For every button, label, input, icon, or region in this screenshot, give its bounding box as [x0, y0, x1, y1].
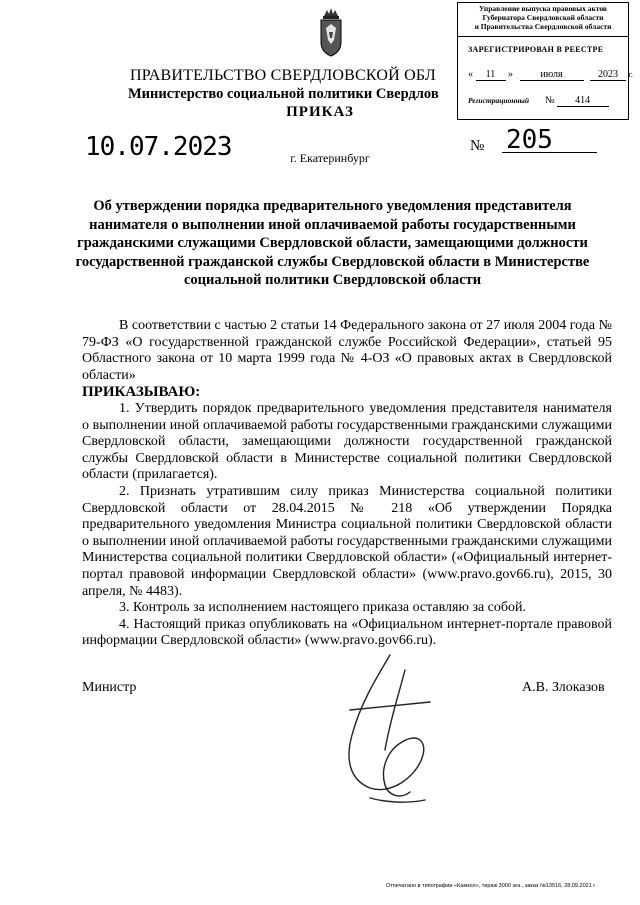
stamp-header-line: Управление выпуска правовых актов — [479, 4, 607, 13]
order-item: 1. Утвердить порядок предварительного уведомления представителя нанимателя о выполнении иной оплачиваемой работы государственными гражданскими служащими Свердловской области, замещающими должности государственной гражданской службы Свердловской области в Министерстве социальной политики Свердловской области (прилагается). — [82, 400, 612, 483]
ministry-title: Министерство социальной политики Свердлов — [128, 86, 439, 102]
stamp-month: июля — [520, 69, 584, 81]
order-word: ПРИКАЗЫВАЮ: — [82, 384, 201, 401]
registration-stamp — [457, 2, 633, 120]
order-item: 4. Настоящий приказ опубликовать на «Официальном интернет-портале правовой информации Свердловской области» (www.pravo.gov66.ru). — [82, 616, 612, 649]
stamp-day: 11 — [476, 69, 506, 81]
coat-of-arms-icon — [318, 6, 344, 58]
number-sign: № — [470, 138, 485, 154]
order-item: 3. Контроль за исполнением настоящего приказа оставляю за собой. — [119, 600, 527, 616]
signer-name: А.В. Злоказов — [522, 680, 605, 695]
stamp-quote-close: » — [508, 69, 513, 80]
document-title: Об утверждении порядка предварительного уведомления представителя нанимателя о выполнении иной оплачиваемой работы государственными гражданскими служащими Свердловской области, замещающими должности государственной гражданской службы Свердловской области в Министерстве социальной политики Свердловской области — [75, 198, 590, 288]
government-title: ПРАВИТЕЛЬСТВО СВЕРДЛОВСКОЙ ОБЛ — [130, 67, 436, 84]
order-date: 10.07.2023 — [85, 132, 232, 162]
stamp-quote-open: « — [468, 69, 473, 80]
stamp-header-line: Губернатора Свердловской области — [482, 13, 604, 22]
stamp-header — [458, 3, 628, 31]
document-body — [82, 318, 612, 650]
stamp-header-line: и Правительства Свердловской области — [474, 22, 612, 31]
stamp-number-value: 414 — [557, 95, 609, 107]
stamp-divider — [458, 36, 628, 37]
print-footer: Отпечатано в типографии «Камзол», тираж 3000 экз., заказ №13516, 28.09.2021 г. — [386, 883, 597, 889]
preamble: В соответствии с частью 2 статьи 14 Федерального закона от 27 июля 2004 года № 79-ФЗ «О государственной гражданской службе Российской Федерации», статьей 95 Областного закона от 10 марта 1999 года № 4-ОЗ «О правовых актах в Свердловской области» — [82, 318, 612, 383]
stamp-registered-label: ЗАРЕГИСТРИРОВАН В РЕЕСТРЕ — [468, 45, 604, 54]
order-item: 2. Признать утратившим силу приказ Министерства социальной политики Свердловской области от 28.04.2015 № 218 «Об утверждении Порядка предварительного уведомления Министра социальной политики Свердловской области о выполнении иной оплачиваемой работы государственными гражданскими служащими Министерства социальной политики Свердловской области» («Официальный интернет-портал правовой информации Свердловской области» (www.pravo.gov66.ru), 2015, 30 апреля, № 4483). — [82, 483, 612, 599]
signer-position: Министр — [82, 680, 137, 695]
city: г. Екатеринбург — [290, 151, 370, 165]
stamp-no-sign: № — [545, 95, 555, 106]
stamp-year: 2023 — [590, 69, 626, 81]
document-type: ПРИКАЗ — [286, 104, 354, 120]
signature-mark — [330, 650, 445, 810]
stamp-reg-label: Регистрационный — [468, 96, 530, 105]
order-number: 205 — [502, 127, 597, 153]
stamp-year-suffix: г. — [628, 70, 633, 79]
stamp-date — [468, 69, 633, 81]
